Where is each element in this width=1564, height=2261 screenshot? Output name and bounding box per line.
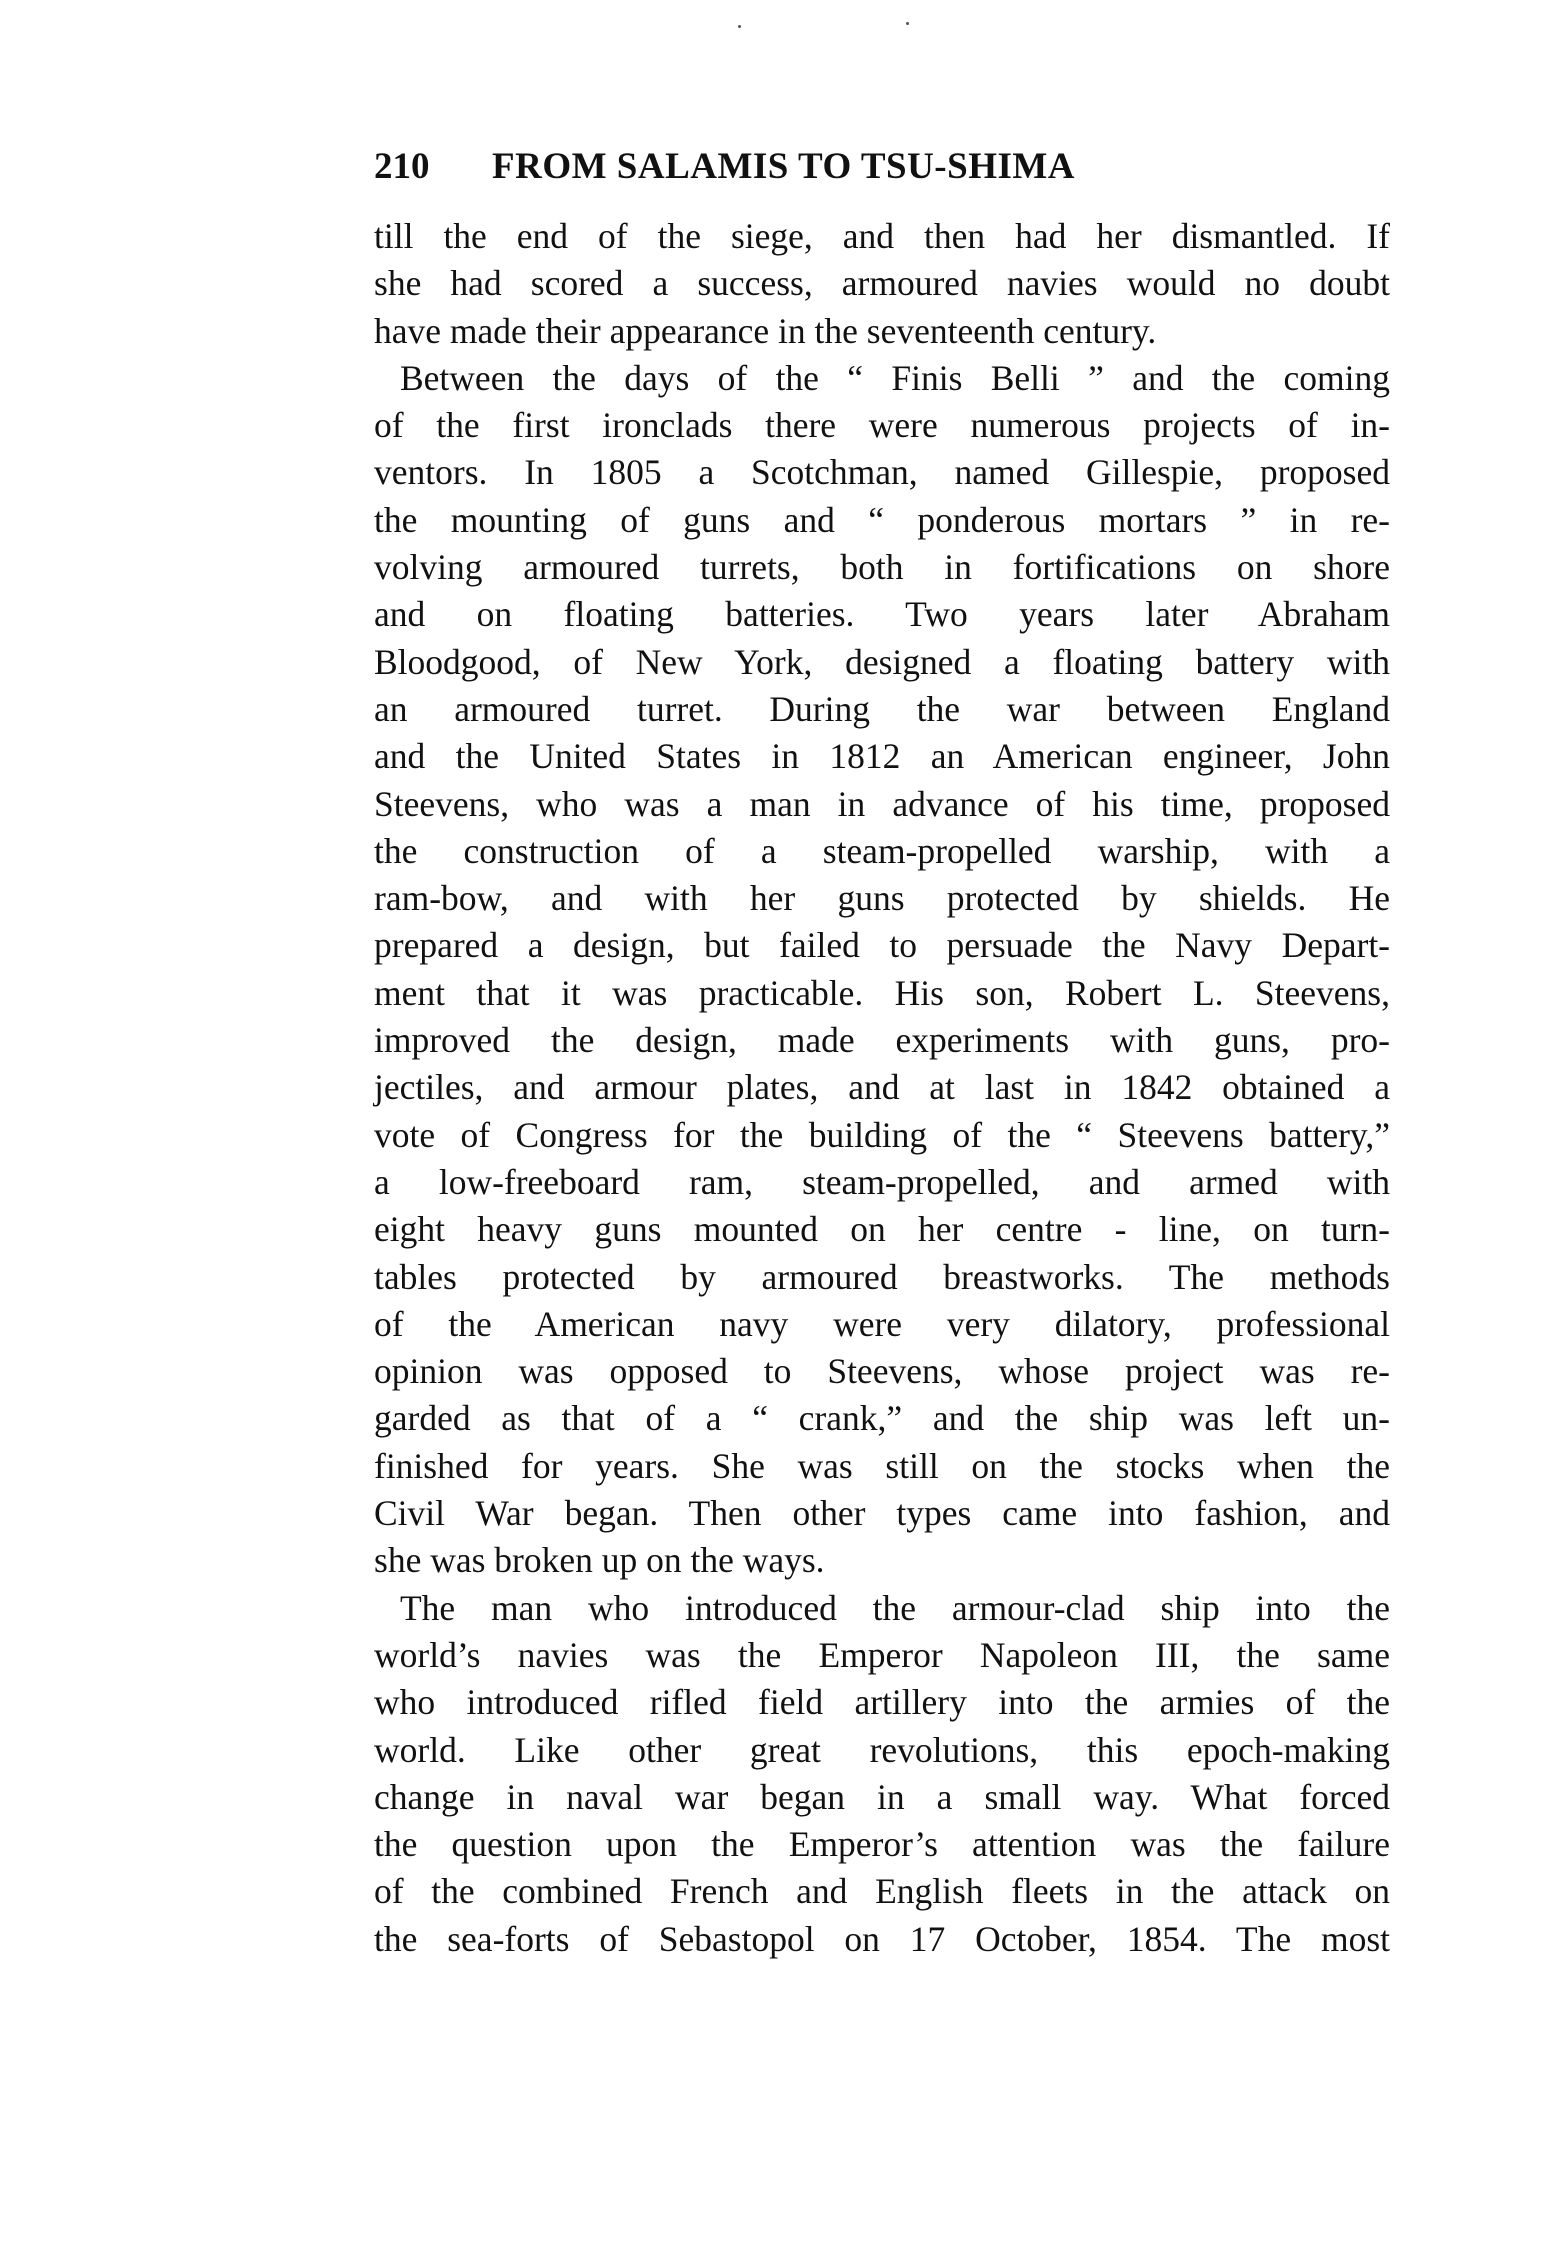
text-line: a low-freeboard ram, steam-propelled, and armed with bbox=[374, 1161, 1390, 1202]
scan-speck bbox=[738, 25, 741, 28]
text-line: Steevens, who was a man in advance of his time, proposed bbox=[374, 783, 1390, 824]
text-line: ment that it was practicable. His son, Robert L. Steevens, bbox=[374, 972, 1390, 1013]
text-line: eight heavy guns mounted on her centre - line, on turn- bbox=[374, 1209, 1390, 1250]
page-number: 210 bbox=[374, 146, 430, 187]
text-line: and on floating batteries. Two years later Abraham bbox=[374, 594, 1390, 635]
text-line: she was broken up on the ways. bbox=[374, 1540, 825, 1581]
paragraph bbox=[374, 1585, 1390, 1963]
text-line: Bloodgood, of New York, designed a floating battery with bbox=[374, 641, 1390, 682]
text-line: of the American navy were very dilatory, professional bbox=[374, 1303, 1390, 1344]
text-line: an armoured turret. During the war between England bbox=[374, 688, 1390, 729]
text-line: ram-bow, and with her guns protected by shields. He bbox=[374, 878, 1390, 919]
text-line: till the end of the siege, and then had her dismantled. If bbox=[374, 216, 1390, 256]
text-line: ventors. In 1805 a Scotchman, named Gillespie, proposed bbox=[374, 452, 1390, 493]
scan-speck bbox=[906, 22, 909, 25]
running-header bbox=[374, 145, 1390, 195]
text-line: world. Like other great revolutions, this epoch-making bbox=[374, 1729, 1390, 1770]
text-line: prepared a design, but failed to persuade the Navy Depart- bbox=[374, 925, 1390, 966]
running-title: FROM SALAMIS TO TSU-SHIMA bbox=[492, 146, 1076, 187]
text-line: Civil War began. Then other types came into fashion, and bbox=[374, 1493, 1390, 1534]
text-line: the sea-forts of Sebastopol on 17 October, 1854. The most bbox=[374, 1918, 1390, 1959]
text-line: finished for years. She was still on the stocks when the bbox=[374, 1445, 1390, 1486]
paragraph bbox=[374, 213, 1390, 355]
text-line: the construction of a steam-propelled warship, with a bbox=[374, 830, 1390, 871]
text-line: tables protected by armoured breastworks. The methods bbox=[374, 1256, 1390, 1297]
text-line: who introduced rifled field artillery into the armies of the bbox=[374, 1682, 1390, 1723]
text-line: and the United States in 1812 an American engineer, John bbox=[374, 736, 1390, 777]
text-line: the question upon the Emperor’s attention was the failure bbox=[374, 1824, 1390, 1865]
text-line: she had scored a success, armoured navies would no doubt bbox=[374, 263, 1390, 304]
text-line: of the combined French and English fleets in the attack on bbox=[374, 1871, 1390, 1912]
text-line: of the first ironclads there were numerous projects of in- bbox=[374, 405, 1390, 446]
text-line: have made their appearance in the seventeenth century. bbox=[374, 310, 1157, 351]
text-line: the mounting of guns and “ ponderous mortars ” in re- bbox=[374, 499, 1390, 540]
paragraph bbox=[374, 355, 1390, 1585]
text-line: garded as that of a “ crank,” and the ship was left un- bbox=[374, 1398, 1390, 1439]
text-line: change in naval war began in a small way. What forced bbox=[374, 1776, 1390, 1817]
text-line: Between the days of the “ Finis Belli ” and the coming bbox=[400, 357, 1390, 398]
text-line: vote of Congress for the building of the “ Steevens battery,” bbox=[374, 1114, 1390, 1155]
page-body bbox=[374, 213, 1390, 1963]
text-line: improved the design, made experiments with guns, pro- bbox=[374, 1020, 1390, 1061]
text-line: jectiles, and armour plates, and at last in 1842 obtained a bbox=[374, 1067, 1390, 1108]
text-line: world’s navies was the Emperor Napoleon III, the same bbox=[374, 1634, 1390, 1675]
text-line: opinion was opposed to Steevens, whose project was re- bbox=[374, 1351, 1390, 1392]
text-line: volving armoured turrets, both in fortifications on shore bbox=[374, 547, 1390, 588]
text-line: The man who introduced the armour-clad ship into the bbox=[400, 1587, 1390, 1628]
